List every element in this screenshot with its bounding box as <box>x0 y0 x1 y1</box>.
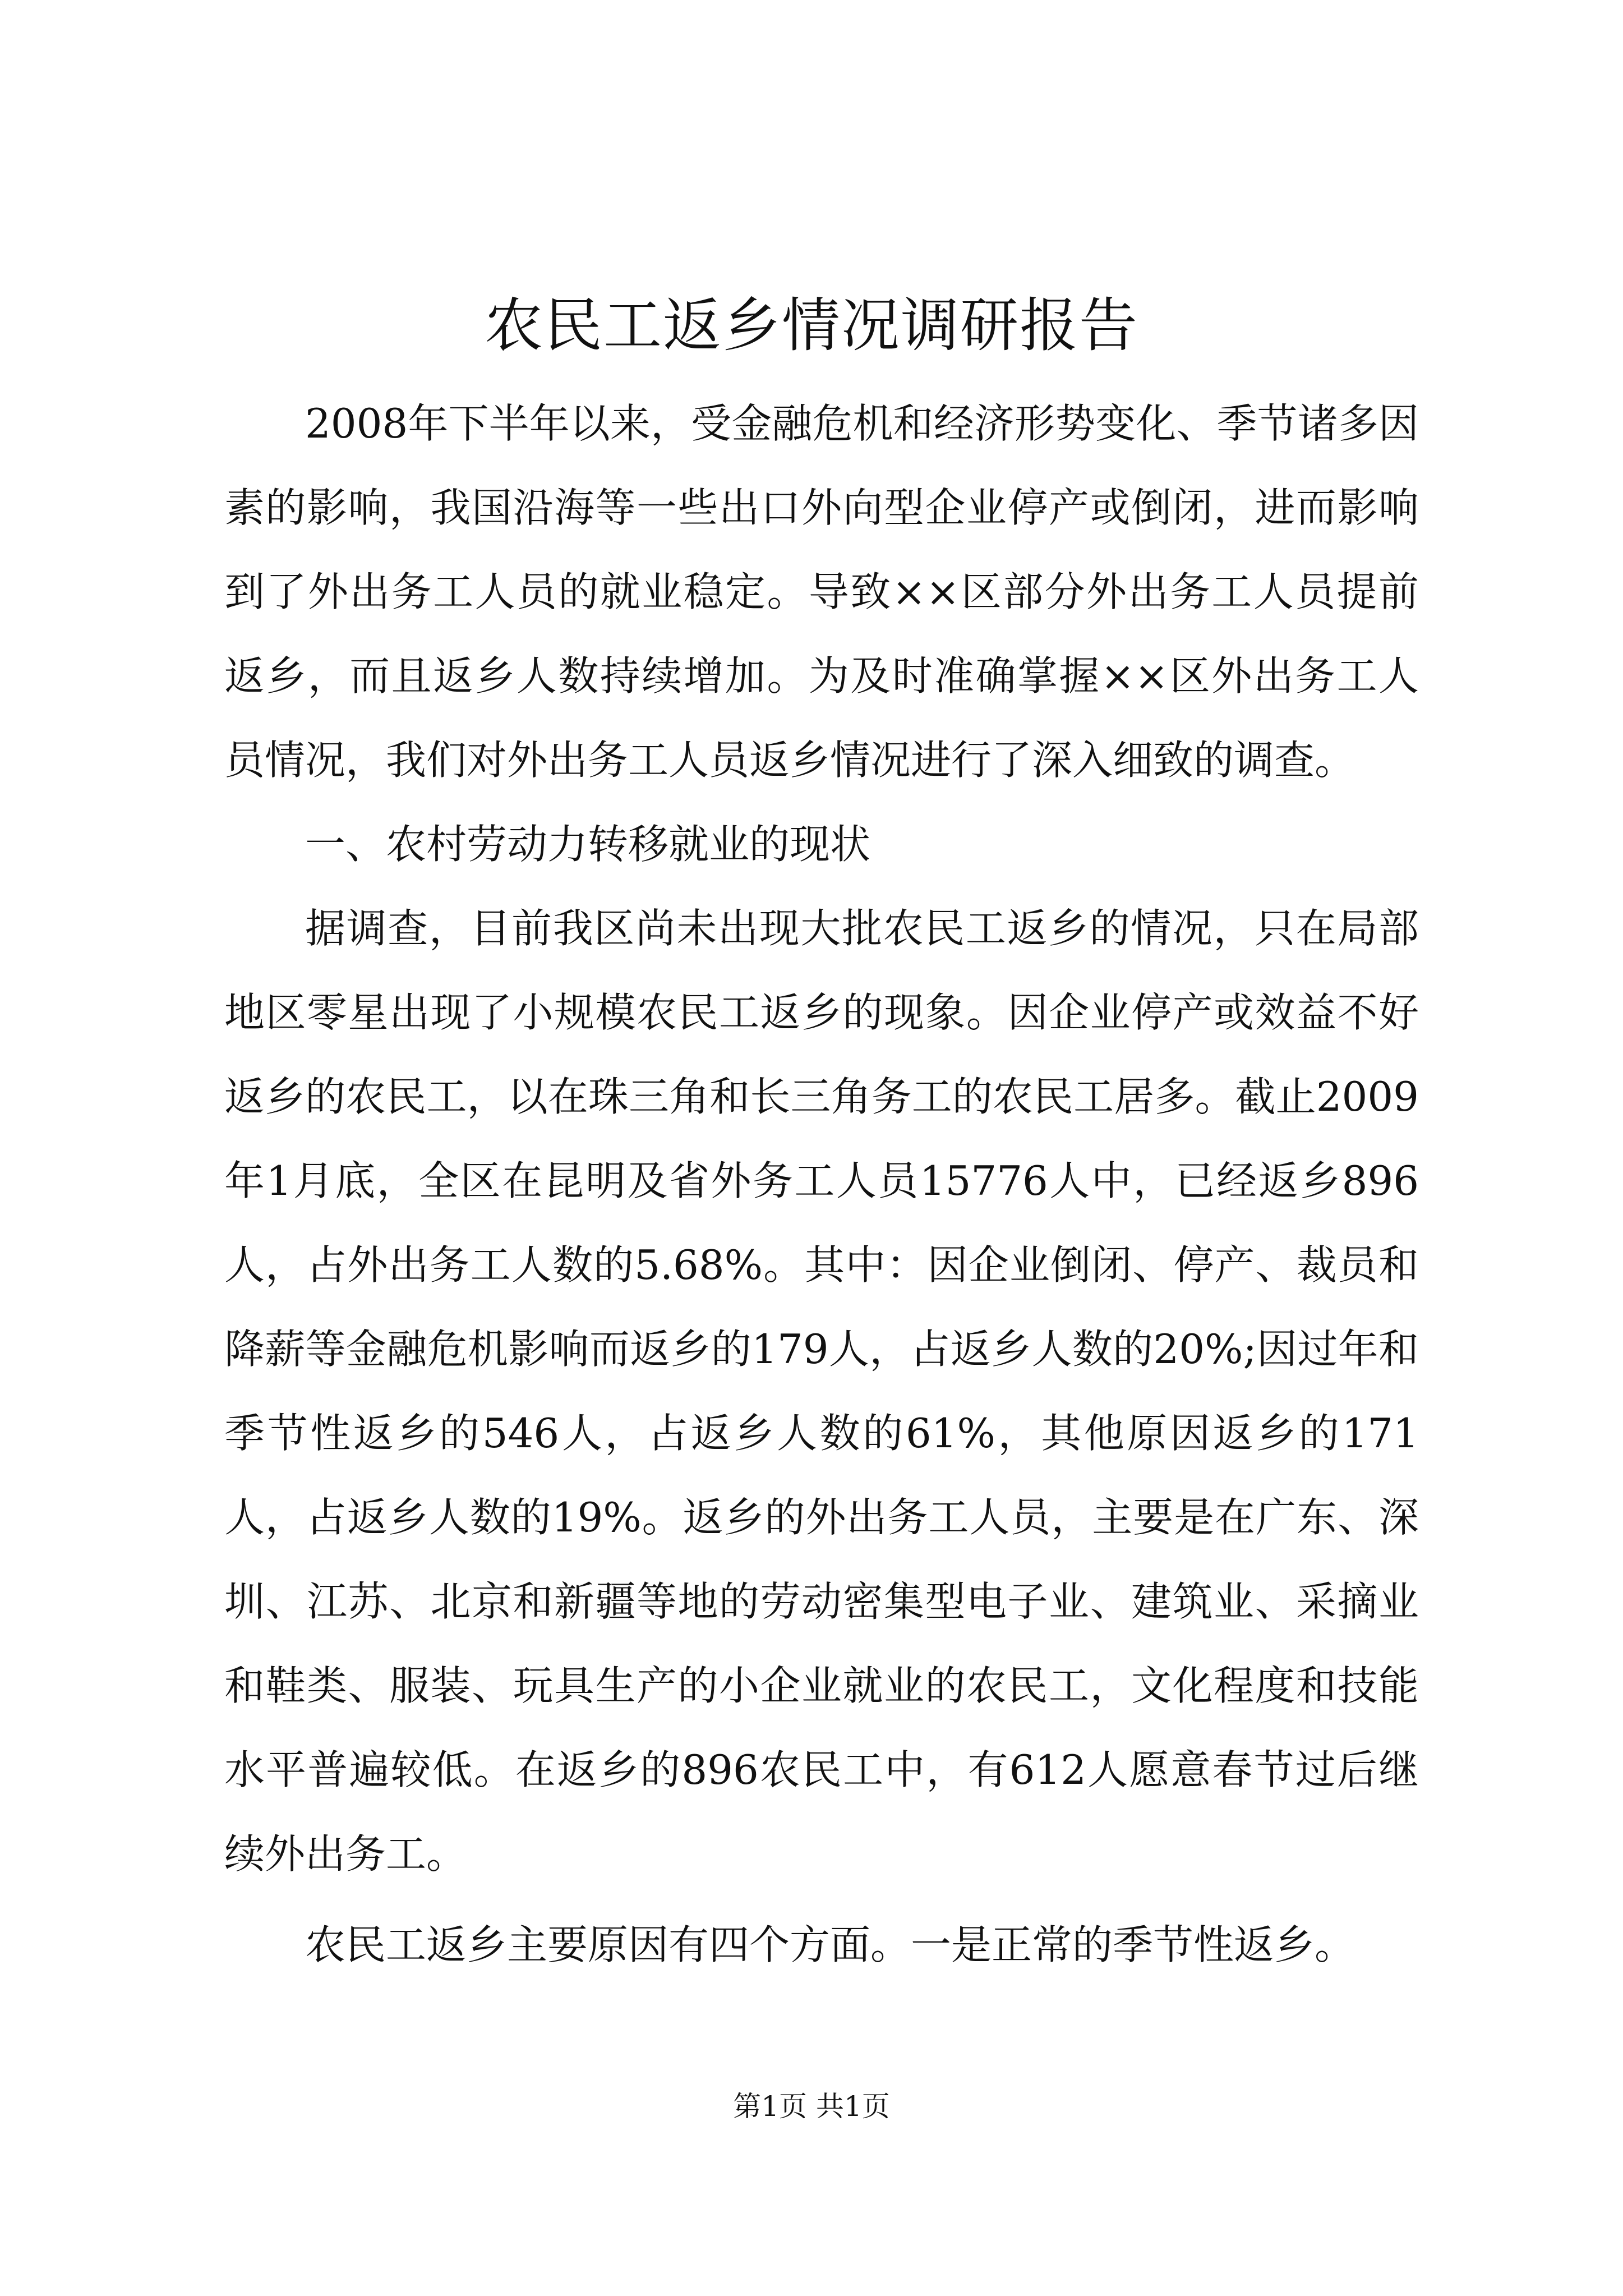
paragraph-survey-findings: 据调查，目前我区尚未出现大批农民工返乡的情况，只在局部地区零星出现了小规模农民工返乡的现象。因企业停产或效益不好返乡的农民工，以在珠三角和长三角务工的农民工居多。截止2009年1月底，全区在昆明及省外务工人员15776人中，已经返乡896人，占外出务工人数的5.68%。其中：因企业倒闭、停产、裁员和降薪等金融危机影响而返乡的179人，占返乡人数的20%;因过年和季节性返乡的546人，占返乡人数的61%，其他原因返乡的171人，占返乡人数的19%。返乡的外出务工人员，主要是在广东、深圳、江苏、北京和新疆等地的劳动密集型电子业、建筑业、采摘业和鞋类、服装、玩具生产的小企业就业的农民工，文化程度和技能水平普遍较低。在返乡的896农民工中，有612人愿意春节过后继续外出务工。 <box>224 905 1419 1878</box>
page-footer: 第1页 共1页 <box>733 2090 890 2123</box>
paragraph-return-reasons: 农民工返乡主要原因有四个方面。一是正常的季节性返乡。 <box>305 1921 1355 1968</box>
document-title: 农民工返乡情况调研报告 <box>484 291 1138 360</box>
section-heading-1: 一、农村劳动力转移就业的现状 <box>305 821 871 868</box>
paragraph-intro: 2008年下半年以来，受金融危机和经济形势变化、季节诸多因素的影响，我国沿海等一些出口外向型企业停产或倒闭，进而影响到了外出务工人员的就业稳定。导致××区部分外出务工人员提前返乡，而且返乡人数持续增加。为及时准确掌握××区外出务工人员情况，我们对外出务工人员返乡情况进行了深入细致的调查。 <box>224 400 1419 784</box>
document-body <box>224 381 1419 1987</box>
